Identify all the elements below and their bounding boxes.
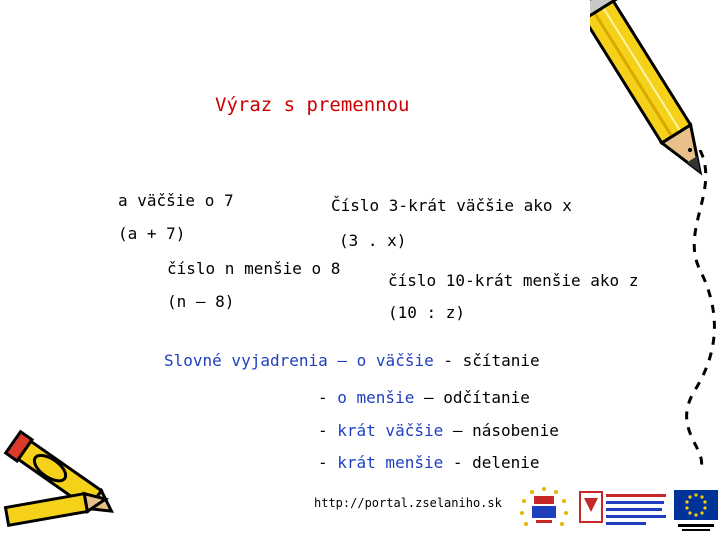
agency-logo xyxy=(578,488,670,534)
summary-key-4: krát menšie xyxy=(337,453,444,472)
summary-key-2: o menšie xyxy=(337,388,415,407)
summary-key-3: krát väčšie xyxy=(337,421,444,440)
summary-key-1: o väčšie xyxy=(356,351,434,370)
summary-line-1 xyxy=(164,351,540,370)
summary-prefix: Slovné vyjadrenia – xyxy=(164,351,357,370)
summary-rest-1: - sčítanie xyxy=(433,351,540,370)
left-item1-expression: (a + 7) xyxy=(118,224,186,243)
eu-flag-logo xyxy=(672,488,720,534)
right-item1-text: Číslo 3-krát väčšie ako x xyxy=(331,196,572,215)
school-logo xyxy=(518,486,570,532)
summary-line-2 xyxy=(318,388,530,407)
summary-dash-4: - xyxy=(318,453,338,472)
left-item1-text: a väčšie o 7 xyxy=(118,191,234,210)
squiggle-decoration xyxy=(680,150,720,470)
summary-dash-2: - xyxy=(318,388,338,407)
left-item2-text: číslo n menšie o 8 xyxy=(167,259,341,278)
summary-line-3 xyxy=(318,421,559,440)
summary-rest-4: - delenie xyxy=(443,453,540,472)
pencils-decoration-bottom-left xyxy=(0,420,120,540)
summary-line-4 xyxy=(318,453,540,472)
right-item1-expression: (3 . x) xyxy=(339,231,407,250)
left-item2-expression: (n – 8) xyxy=(167,292,235,311)
right-item2-expression: (10 : z) xyxy=(388,303,466,322)
slide-title: Výraz s premennou xyxy=(215,94,410,116)
summary-rest-3: – násobenie xyxy=(443,421,559,440)
footer-url[interactable]: http://portal.zselaniho.sk xyxy=(314,496,502,510)
summary-rest-2: – odčítanie xyxy=(414,388,530,407)
summary-dash-3: - xyxy=(318,421,338,440)
right-item2-text: číslo 10-krát menšie ako z xyxy=(388,271,639,290)
